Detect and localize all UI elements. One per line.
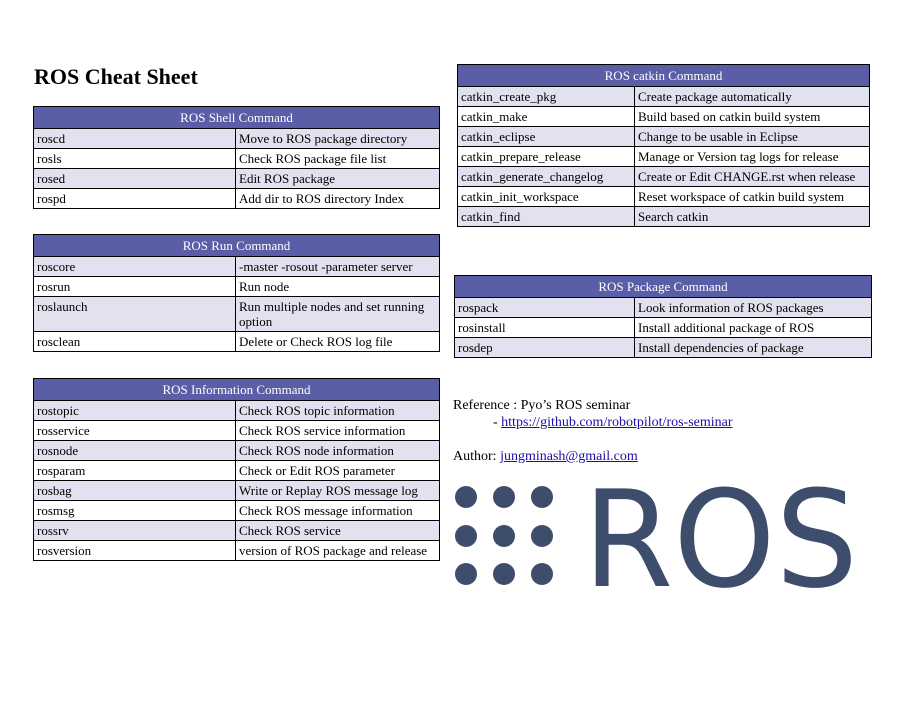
- table-row: [458, 187, 870, 207]
- table-row: [34, 189, 440, 209]
- command-description: Change to be usable in Eclipse: [635, 127, 870, 147]
- table-row: [458, 127, 870, 147]
- table-row: [34, 421, 440, 441]
- table-row: [34, 501, 440, 521]
- table-row: [34, 332, 440, 352]
- ros-logo-dots: [455, 486, 553, 585]
- table-row: [455, 318, 872, 338]
- author-line: [453, 448, 638, 465]
- table-row: [458, 207, 870, 227]
- shell-command-header: ROS Shell Command: [34, 107, 440, 129]
- command-description: Run multiple nodes and set running option: [236, 297, 440, 332]
- command-description: Reset workspace of catkin build system: [635, 187, 870, 207]
- table-row: [34, 297, 440, 332]
- table-row: [34, 277, 440, 297]
- info-command-table: [33, 378, 440, 561]
- reference-link-line: [493, 414, 733, 431]
- command-description: Search catkin: [635, 207, 870, 227]
- info-command-header: ROS Information Command: [34, 379, 440, 401]
- command-description: Add dir to ROS directory Index: [236, 189, 440, 209]
- command-description: Check ROS service: [236, 521, 440, 541]
- command-name: catkin_prepare_release: [458, 147, 635, 167]
- command-name: rosdep: [455, 338, 635, 358]
- table-row: [34, 149, 440, 169]
- command-description: Manage or Version tag logs for release: [635, 147, 870, 167]
- run-command-header: ROS Run Command: [34, 235, 440, 257]
- table-row: [455, 338, 872, 358]
- command-name: rosmsg: [34, 501, 236, 521]
- command-name: rostopic: [34, 401, 236, 421]
- command-description: Install additional package of ROS: [635, 318, 872, 338]
- table-row: [458, 167, 870, 187]
- command-name: rosinstall: [455, 318, 635, 338]
- command-name: roscore: [34, 257, 236, 277]
- table-row: [34, 129, 440, 149]
- command-description: Move to ROS package directory: [236, 129, 440, 149]
- command-description: Check ROS package file list: [236, 149, 440, 169]
- table-row: [458, 147, 870, 167]
- command-name: rosed: [34, 169, 236, 189]
- command-name: rosservice: [34, 421, 236, 441]
- command-description: Create package automatically: [635, 87, 870, 107]
- ros-logo-text: ROS: [583, 480, 858, 590]
- command-description: Edit ROS package: [236, 169, 440, 189]
- command-name: rospd: [34, 189, 236, 209]
- shell-command-table: [33, 106, 440, 209]
- command-name: rosrun: [34, 277, 236, 297]
- table-row: [34, 521, 440, 541]
- reference-dash: -: [493, 415, 502, 430]
- command-name: roscd: [34, 129, 236, 149]
- command-name: rospack: [455, 298, 635, 318]
- catkin-command-header: ROS catkin Command: [458, 65, 870, 87]
- command-description: Check ROS message information: [236, 501, 440, 521]
- table-row: [34, 541, 440, 561]
- command-name: catkin_make: [458, 107, 635, 127]
- command-description: Install dependencies of package: [635, 338, 872, 358]
- table-row: [34, 481, 440, 501]
- command-description: -master -rosout -parameter server: [236, 257, 440, 277]
- command-name: rosversion: [34, 541, 236, 561]
- command-name: rosbag: [34, 481, 236, 501]
- table-row: [34, 169, 440, 189]
- command-description: Run node: [236, 277, 440, 297]
- table-row: [34, 441, 440, 461]
- page-title: ROS Cheat Sheet: [34, 64, 198, 89]
- command-description: Look information of ROS packages: [635, 298, 872, 318]
- command-name: rosparam: [34, 461, 236, 481]
- run-command-table: [33, 234, 440, 352]
- table-row: [458, 87, 870, 107]
- table-row: [34, 257, 440, 277]
- command-description: Write or Replay ROS message log: [236, 481, 440, 501]
- command-name: rosnode: [34, 441, 236, 461]
- command-name: catkin_create_pkg: [458, 87, 635, 107]
- command-description: Build based on catkin build system: [635, 107, 870, 127]
- command-description: Check or Edit ROS parameter: [236, 461, 440, 481]
- package-command-header: ROS Package Command: [455, 276, 872, 298]
- command-name: rossrv: [34, 521, 236, 541]
- command-name: roslaunch: [34, 297, 236, 332]
- ros-logo: [453, 480, 863, 590]
- author-label: Author:: [453, 449, 501, 464]
- command-description: Check ROS node information: [236, 441, 440, 461]
- command-name: catkin_eclipse: [458, 127, 635, 147]
- command-description: version of ROS package and release: [236, 541, 440, 561]
- command-name: catkin_init_workspace: [458, 187, 635, 207]
- command-name: rosls: [34, 149, 236, 169]
- catkin-command-table: [457, 64, 870, 227]
- reference-label: Reference : Pyo’s ROS seminar: [453, 398, 631, 413]
- table-row: [458, 107, 870, 127]
- command-name: catkin_find: [458, 207, 635, 227]
- table-row: [34, 401, 440, 421]
- table-row: [455, 298, 872, 318]
- table-row: [34, 461, 440, 481]
- reference-link[interactable]: https://github.com/robotpilot/ros-seminar: [501, 415, 733, 430]
- command-name: catkin_generate_changelog: [458, 167, 635, 187]
- package-command-table: [454, 275, 872, 358]
- command-description: Delete or Check ROS log file: [236, 332, 440, 352]
- author-email-link[interactable]: jungminash@gmail.com: [500, 449, 638, 464]
- command-description: Create or Edit CHANGE.rst when release: [635, 167, 870, 187]
- command-name: rosclean: [34, 332, 236, 352]
- command-description: Check ROS service information: [236, 421, 440, 441]
- command-description: Check ROS topic information: [236, 401, 440, 421]
